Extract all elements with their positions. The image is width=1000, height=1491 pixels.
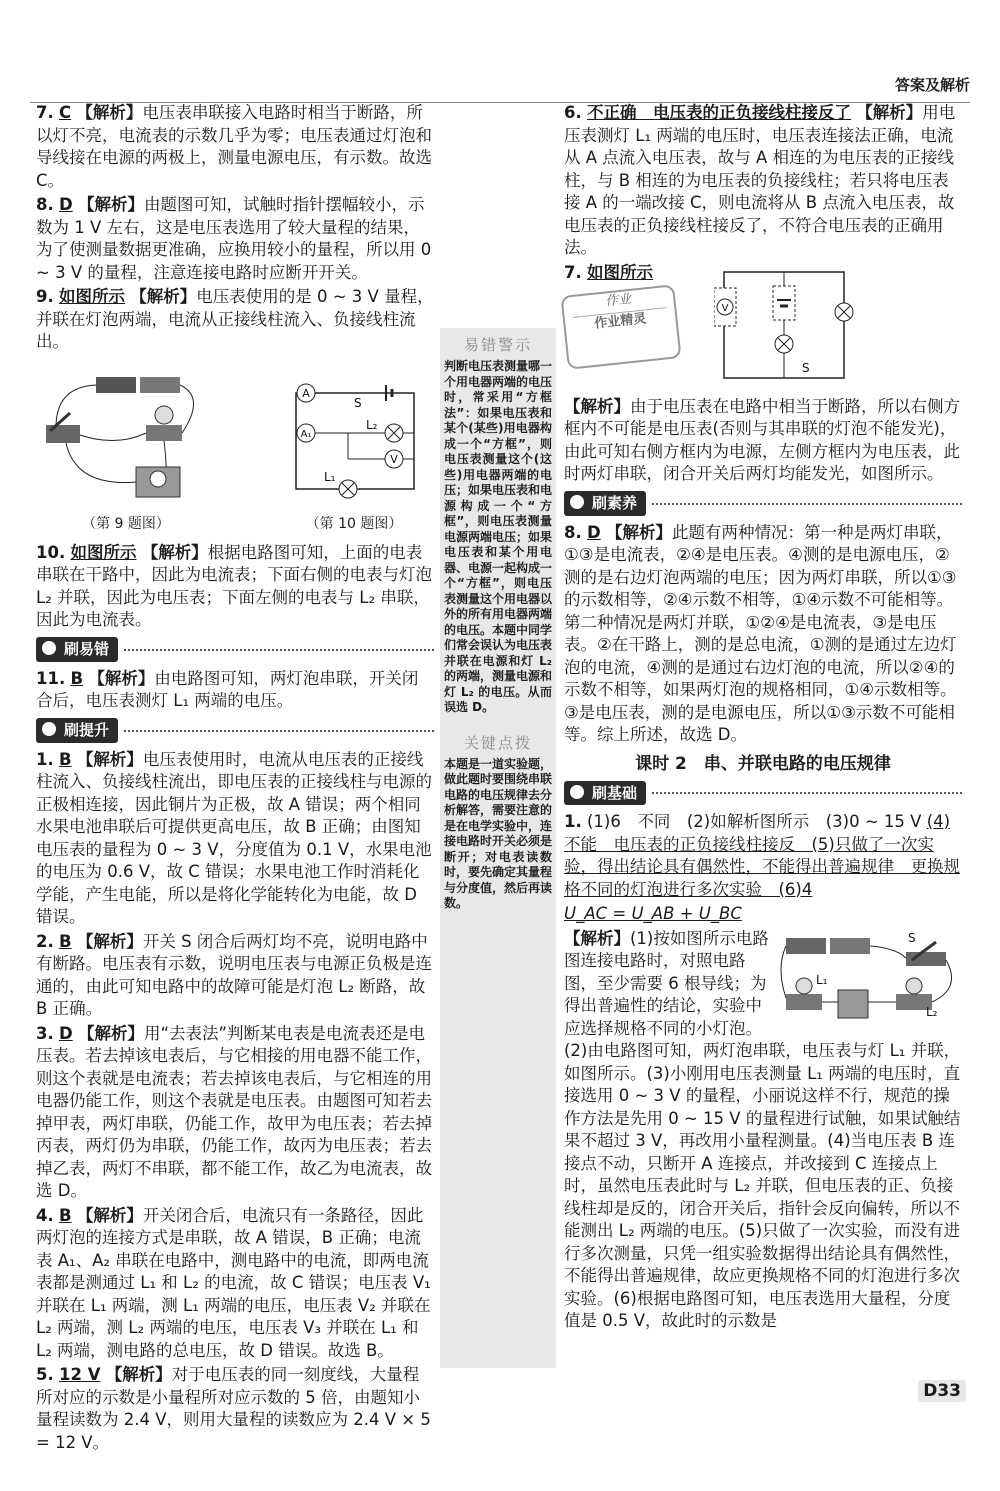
improve-question-4: 4. B 【解析】开关闭合后，电流只有一条路径，因此两灯泡的连接方式是串联，故 A 错误，B 正确；电流表 A₁、A₂ 串联在电路中，测电路中的电流，即两电流表都是测通过 L₁ 和 L₂ 的电流，故 C 错误；电压表 V₁ 并联在 L₁ 两端，测 L₁ 两端的电压，电压表 V₂ 并联在 L₂ 两端，测 L₂ 两端的电压，电压表 V₃ 并联在 L₁ 和 L₂ 两端，测电路的总电压，故 D 错误。故选 B。	[36, 1205, 431, 1360]
figure-10-caption: （第 10 题图）	[305, 516, 403, 532]
right-column	[564, 102, 962, 1333]
circuit-figure-10	[274, 377, 434, 507]
question-8: 8. D 【解析】由题图可知，试触时指针摆幅较小，示数为 1 V 左右，这是电压表选用了较大量程的结果，为了使测量数据更准确，应换用较小的量程，所以用 0 ~ 3 V 的量程，注意连接电路时应断开开关。	[36, 195, 432, 282]
q7-switch-label: S	[802, 360, 810, 375]
basics-switch-label: S	[908, 930, 916, 945]
figure-10	[274, 377, 434, 536]
page-number: D33	[918, 1380, 966, 1402]
fig10-l1-label: L₁	[324, 469, 336, 484]
sidebar-heading-keypoints: 关键点拨	[463, 733, 532, 752]
fig10-l2-label: L₂	[366, 417, 378, 432]
question-7-right: 7. 如图所示 作业 作业精灵 V S	[564, 262, 962, 396]
fig10-ammeter-label: A	[302, 386, 310, 400]
literacy-question-8: 8. D 【解析】此题有两种情况：第一种是两灯串联，①③是电流表，②④是电压表。④测的是电源电压，②测的是右边灯泡两端的电压；因为两灯串联，所以①③的示数相等，②④示数不相等，①④示数不可能相等。第二种情况是两灯并联，①②④是电流表，③是电压表。②在干路上，测的是总电流，①测的是通过左边灯泡的电流，④测的是通过右边灯泡的电流，所以②④的示数不相等，如果两灯泡的规格相同，①④示数相等。③是电压表，测的是电源电压，所以①③示数不可能相等。综上所述，故选 D。	[564, 522, 957, 744]
improve-question-5: 5. 12 V 【解析】对于电压表的同一刻度线，大量程所对应的示数是小量程所对应示数的 5 倍，由题知小量程读数为 2.4 V，则用大量程的读数应为 2.4 V × 5 = 12 V。	[36, 1365, 431, 1452]
question-6: 6. 不正确 电压表的正负接线柱接反了 【解析】用电压表测灯 L₁ 两端的电压时，电压表连接法正确，电流从 A 点流入电压表，故与 A 相连的为电压表的正接线柱，与 B 相连的为电压表的负接线柱；若只将电压表接 A 的一端改接 C，则电流将从 B 点流入电压表，故电压表的正负接线柱接反了，不符合电压表的正确用法。	[564, 103, 956, 257]
question-10: 10. 如图所示 【解析】根据电路图可知，上面的电表串联在干路中，因此为电流表；下面右侧的电表与灯泡 L₂ 并联，因此为电压表；下面左侧的电表与 L₂ 串联，因此为电流表。	[36, 542, 432, 629]
circuit-figure-9	[36, 357, 216, 507]
section-banner-literacy: 刷素养	[564, 492, 962, 516]
improve-question-1: 1. B 【解析】电压表使用时，电流从电压表的正接线柱流入、负接线柱流出，即电压表的正接线柱与电源的正极相连接，因此铜片为正极，故 A 错误；两个相同水果电池串联后可提供更高电压，故 B 正确；由图知电压表的量程为 0 ~ 3 V，分度值为 0.1 V，水果电池的电压为 0.6 V，故 C 错误；水果电池工作时消耗化学能，产生电能，所以是将化学能转化为电能，故 D 错误。	[36, 749, 432, 926]
circuit-basics-1	[776, 928, 962, 1032]
sidebar-heading-mistakes: 易错警示	[463, 336, 532, 354]
fig10-ammeter1-label: A₁	[300, 428, 312, 440]
section-banner-basics: 刷基础	[564, 781, 962, 805]
q7-voltmeter-label: V	[721, 302, 729, 314]
basics-question-1-analysis: S L₁ L₂ 【解析】(1)按如图所示电路图连接电路时，对照电路图，至少需要 6 根导线；为得出普遍性的结论，实验中应选择规格不同的小灯泡。(2)由电路图可知，两灯泡串联，电压表与灯 L₁ 并联，如图所示。(3)小刚用电压表测量 L₁ 两端的电压时，直接选用 0 ~ 3 V 的量程，小丽说这样不行，规范的操作方法是先用 0 ~ 15 V 的量程进行试触，如果试触结果不超过 3 V，再改用小量程测量。(4)当电压表 B 连接点不动，只断开 A 连接点，并改接到 C 连接点上时，虽然电压表此时与 L₂ 并联，但电压表的正、负接线柱却是反的，闭合开关后，指针会反向偏转，所以不能测出 L₂ 两端的电压。(5)只做了一次实验，而没有进行多次测量，只凭一组实验数据得出结论具有偶然性，不能得出普遍规律，故应更换规格不同的灯泡进行多次实验。(6)根据电路图可知，电压表选用大量程，分度值是 0.5 V，故此时的示数是	[564, 928, 961, 1330]
circuit-question-7	[714, 262, 854, 388]
section-banner-errors: 刷易错	[36, 638, 434, 662]
question-11: 11. B 【解析】由电路图可知，两灯泡串联，开关闭合后，电压表测灯 L₁ 两端的电压。	[36, 668, 419, 710]
sidebar-text-mistakes: 判断电压表测量哪一个用电器两端的电压时，常采用“方框法”：如果电压表和某个(某些)用电器构成一个“方框”，则电压表测量这个(这些)用电器两端的电压；如果电压表和电源构成一个“方框”，则电压表测量电源两端电压；如果电压表和某个用电器、电源一起构成一个“方框”，则电压表测量这个用电器以外的所有用电器两端的电压。本题中同学们常会误认为电压表并联在电源和灯 L₂ 的两端，测量电源和灯 L₂ 的电压。从而误选 D。	[444, 359, 553, 714]
sidebar-tips	[440, 328, 556, 1368]
fig10-switch-label: S	[354, 395, 362, 410]
improve-question-2: 2. B 【解析】开关 S 闭合后两灯均不亮，说明电路中有断路。电压表有示数，说明电压表与电源正负极是连通的，由此可知电路中的故障可能是灯泡 L₂ 断路，故 B 正确。	[36, 931, 432, 1018]
section-banner-improve: 刷提升	[36, 719, 434, 743]
sidebar-text-keypoints: 本题是一道实验题，做此题时要围绕串联电路的电压规律去分析解答，需要注意的是在电学实验中，连接电路时开关必须是断开；对电表读数时，要先确定其量程与分度值，然后再读数。	[444, 756, 553, 910]
basics-l1-label: L₁	[816, 972, 828, 987]
basics-question-1-formula: U_AC = U_AB + U_BC	[564, 904, 742, 923]
left-column	[36, 102, 434, 1456]
watermark-stamp: 作业 作业精灵	[560, 284, 681, 370]
fig10-voltmeter-label: V	[390, 452, 398, 466]
lesson-title: 课时 2 串、并联电路的电压规律	[635, 753, 891, 774]
basics-question-1-answer: 1. (1)6 不同 (2)如解析图所示 (3)0 ~ 15 V (4)不能 电压表的正负接线柱接反 (5)只做了一次实验，得出结论具有偶然性，不能得出普遍规律 更换规格不同的灯泡进行多次实验 (6)4	[564, 812, 960, 899]
question-7-analysis: 【解析】由于电压表在电路中相当于断路，所以右侧方框内不可能是电压表(否则与其串联的灯泡不能发光)，由此可知右侧方框内为电源，左侧方框内为电压表，此时两灯串联，闭合开关后两灯均能发光，如图所示。	[564, 396, 960, 483]
figures-9-10	[36, 360, 434, 536]
question-9: 9. 如图所示 【解析】电压表使用的是 0 ~ 3 V 量程，并联在灯泡两端，电流从正接线柱流入、负接线柱流出。	[36, 287, 434, 351]
improve-question-3: 3. D 【解析】用“去表法”判断某电表是电流表还是电压表。若去掉该电表后，与它相接的用电器不能工作，则这个表就是电流表；若去掉该电表后，与它相连的用电器仍能工作，则这个表就是电压表。由题图可知若去掉甲表，两灯串联，仍能工作，故甲为电压表；若去掉丙表，两灯仍为串联，仍能工作，故丙为电压表；若去掉乙表，两灯不串联，都不能工作，故乙为电流表，故选 D。	[36, 1023, 432, 1200]
question-7: 7. C 【解析】电压表串联接入电路时相当于断路，所以灯不亮，电流表的示数几乎为零；电压表通过灯泡和导线接在电源的两极上，测量电源电压，有示数。故选 C。	[36, 103, 432, 190]
figure-9	[36, 357, 216, 536]
basics-l2-label: L₂	[926, 1004, 938, 1019]
header-title: 答案及解析	[894, 76, 970, 94]
figure-9-caption: （第 9 题图）	[82, 516, 170, 532]
